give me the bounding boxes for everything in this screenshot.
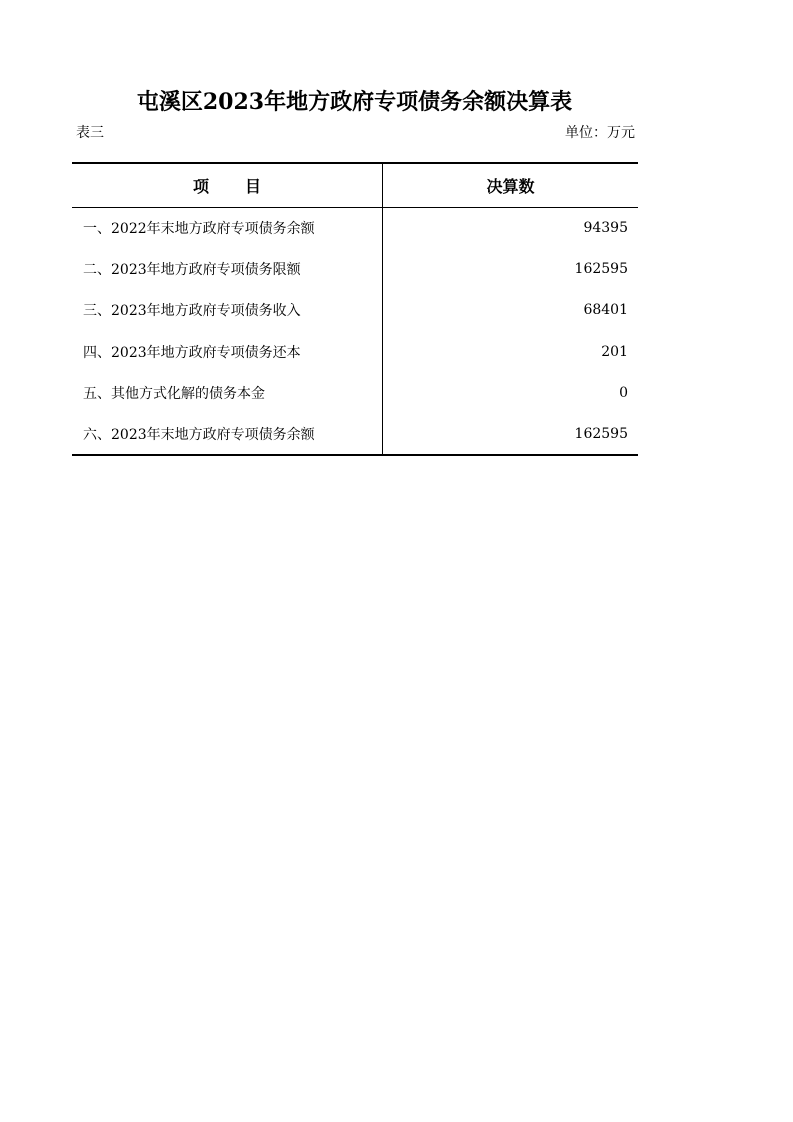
table-row (72, 413, 638, 454)
page-title: 屯溪区2023年地方政府专项债务余额决算表 (136, 89, 573, 115)
header-item-part1: 项 (192, 176, 209, 196)
header-row (72, 163, 638, 207)
row-item: 一、2022年末地方政府专项债务余额 (72, 207, 383, 248)
row-value: 94395 (583, 219, 628, 236)
row-item: 三、2023年地方政府专项债务收入 (72, 290, 383, 331)
table-row (72, 372, 638, 413)
header-value: 决算数 (383, 163, 639, 207)
row-value: 162595 (383, 413, 639, 454)
debt-balance-table (72, 162, 638, 456)
row-item: 六、2023年末地方政府专项债务余额 (72, 413, 383, 454)
table-label: 表三 (76, 125, 104, 141)
table-row (72, 290, 638, 331)
unit-label: 单位：万元 (565, 125, 635, 141)
row-value: 68401 (583, 302, 628, 319)
table-header (72, 163, 638, 207)
table-row (72, 207, 638, 248)
header-item-part2: 目 (245, 176, 262, 196)
row-item: 五、其他方式化解的债务本金 (72, 372, 383, 413)
table-row (72, 248, 638, 289)
row-item: 二、2023年地方政府专项债务限额 (72, 248, 383, 289)
table-row (72, 331, 638, 372)
row-item: 四、2023年地方政府专项债务还本 (72, 331, 383, 372)
table-body (72, 207, 638, 455)
row-value: 162595 (574, 260, 628, 277)
row-value: 0 (619, 384, 628, 401)
header-item (72, 163, 383, 207)
row-value: 201 (601, 343, 628, 360)
